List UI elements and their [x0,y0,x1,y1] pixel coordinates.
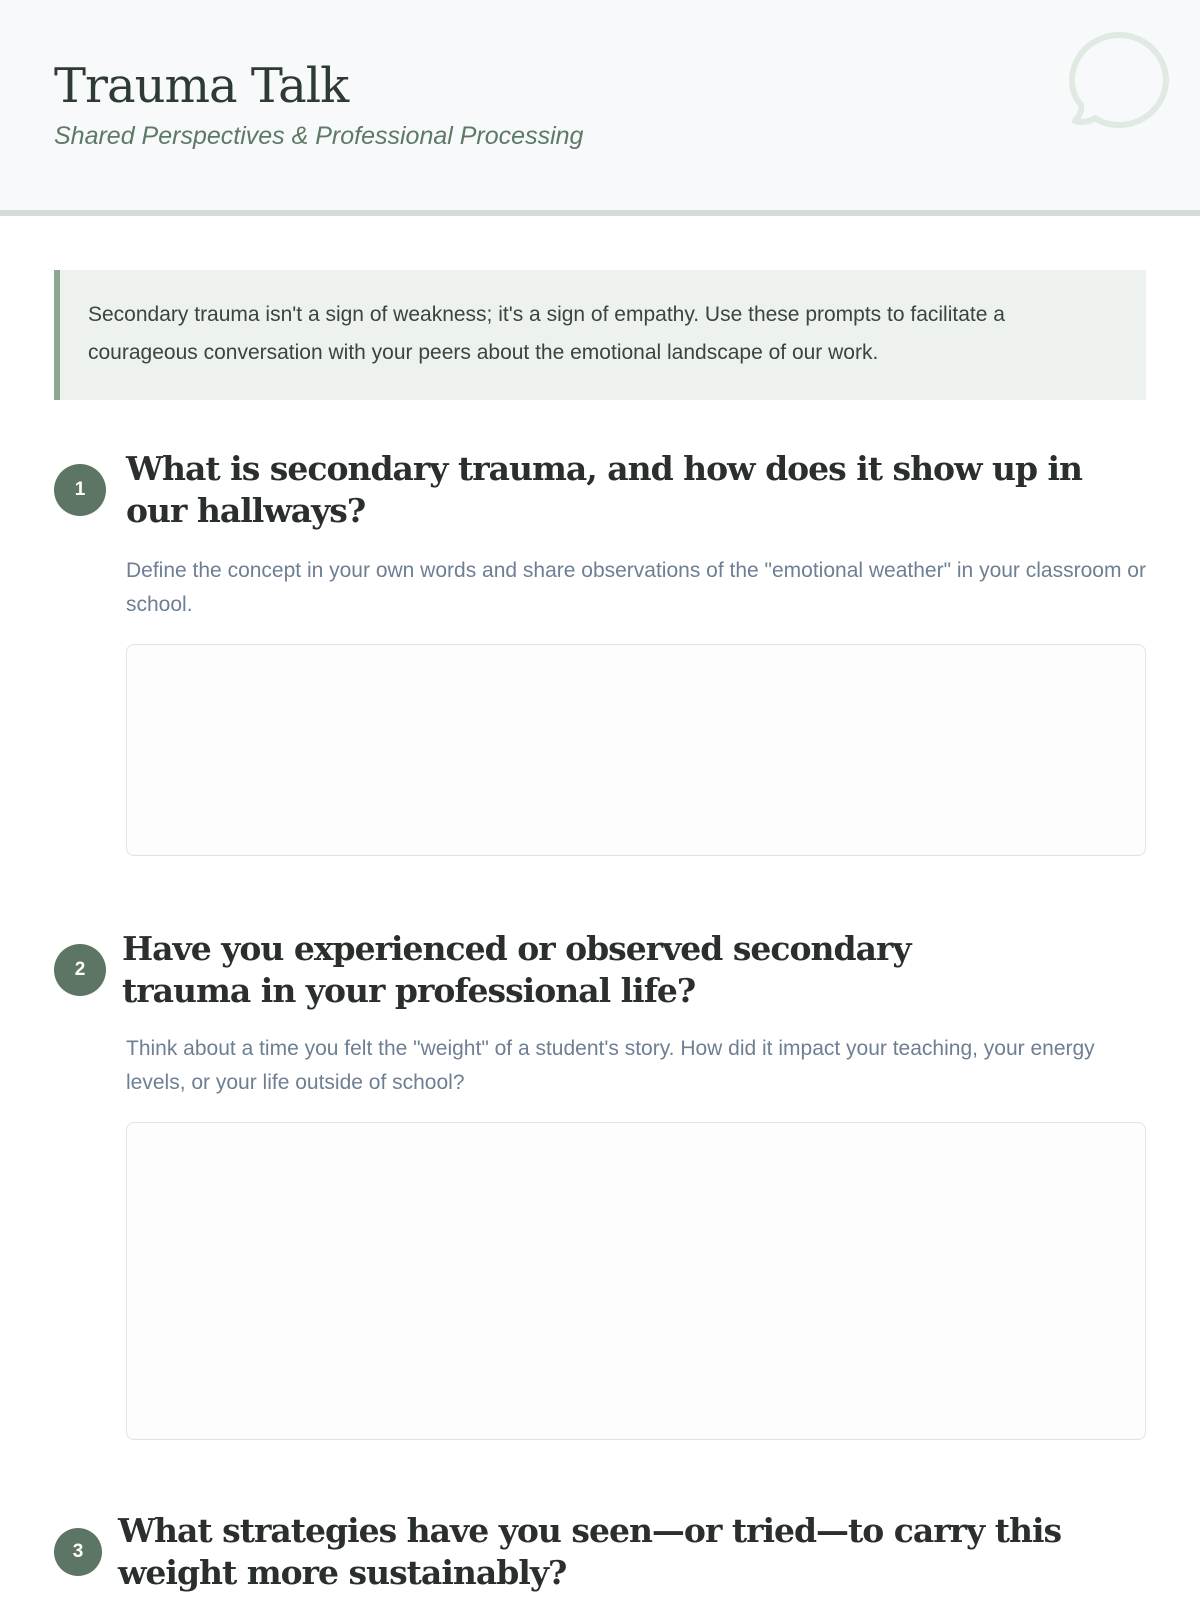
page-header [0,0,1200,216]
intro-callout: Secondary trauma isn't a sign of weakness; it's a sign of empathy. Use these prompts to facilitate a courageous conversation with your peers about the emotional landscape of our work. [54,270,1146,400]
question-text: Have you experienced or observed secondary trauma in your professional life? [122,929,911,1010]
question-section-3 [54,1510,1146,1594]
answer-field-1[interactable] [126,644,1146,856]
question-header [54,1510,1146,1594]
question-section-2 [54,928,1146,1440]
question-number-badge: 1 [54,464,106,516]
page-subtitle: Shared Perspectives & Professional Processing [54,122,584,150]
question-text: What strategies have you seen—or tried—to carry this weight more sustainably? [118,1511,1062,1592]
question-body [126,1032,1146,1440]
question-header [54,448,1146,532]
speech-bubble-icon [1066,30,1172,130]
question-hint: Think about a time you felt the "weight" of a student's story. How did it impact your teaching, your energy levels, or your life outside of school? [126,1037,1095,1094]
question-body [126,554,1146,856]
answer-field-2[interactable] [126,1122,1146,1440]
page-title: Trauma Talk [54,58,349,114]
question-text: What is secondary trauma, and how does it show up in our hallways? [126,449,1083,530]
question-number-badge: 3 [54,1528,102,1576]
worksheet-content [0,216,1200,1594]
question-hint: Define the concept in your own words and share observations of the "emotional weather" in your classroom or school. [126,559,1146,616]
question-number-badge: 2 [54,944,106,996]
question-section-1 [54,448,1146,856]
question-header [54,928,1146,1012]
